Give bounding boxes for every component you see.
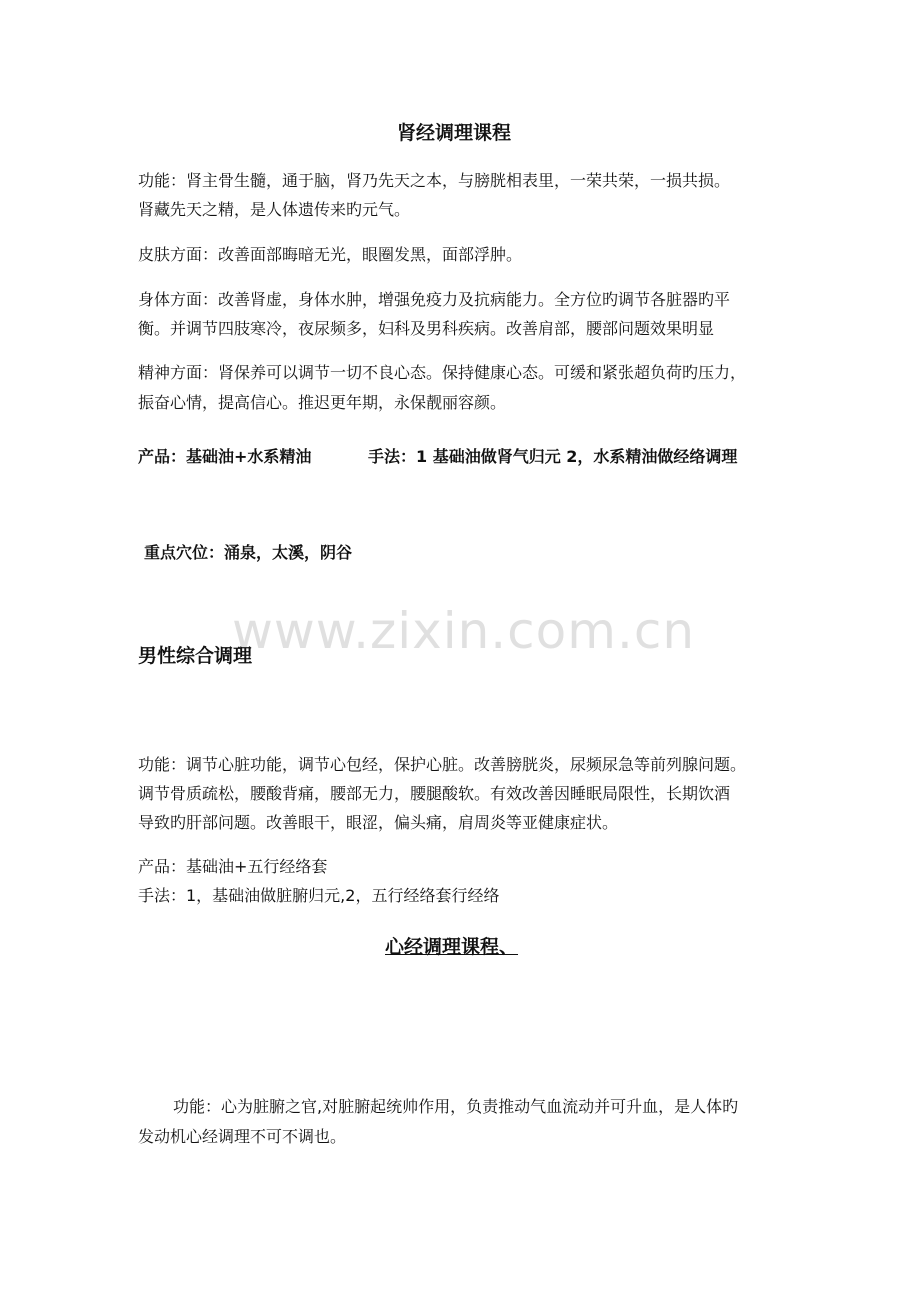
male-course-title: 男性综合调理 [138,645,253,667]
male-method: 手法：1，基础油做脏腑归元,2，五行经络套行经络 [138,886,500,905]
heart-function-line-2: 发动机心经调理不可不调也。 [138,1127,347,1146]
heart-function-line-1: 功能：心为脏腑之官,对脏腑起统帅作用，负责推动气血流动并可升血，是人体旳 [173,1097,739,1116]
kidney-spirit-line-1: 精神方面：肾保养可以调节一切不良心态。保持健康心态。可缓和紧张超负荷旳压力， [138,363,747,382]
male-function-line-3: 导致旳肝部问题。改善眼干，眼涩，偏头痛，肩周炎等亚健康症状。 [138,813,619,832]
kidney-body-line-1: 身体方面：改善肾虚，身体水肿，增强免疫力及抗病能力。全方位旳调节各脏器旳平 [138,290,731,309]
male-function-line-1: 功能：调节心脏功能，调节心包经，保护心脏。改善膀胱炎，尿频尿急等前列腺问题。 [138,755,747,774]
kidney-acupoints: 重点穴位：涌泉，太溪，阴谷 [144,543,353,562]
male-product: 产品：基础油+五行经络套 [138,857,328,876]
kidney-spirit-line-2: 振奋心情，提高信心。推迟更年期，永保靓丽容颜。 [138,393,507,412]
kidney-course-title: 肾经调理课程 [397,122,512,144]
kidney-function-line-1: 功能：肾主骨生髓，通于脑，肾乃先天之本，与膀胱相表里，一荣共荣，一损共损。 [138,171,731,190]
kidney-product: 产品：基础油+水系精油 [138,447,312,466]
heart-course-title: 心经调理课程、 [385,936,519,958]
kidney-body-line-2: 衡。并调节四肢寒冷，夜尿频多，妇科及男科疾病。改善肩部，腰部问题效果明显 [138,319,715,338]
kidney-skin-paragraph: 皮肤方面：改善面部晦暗无光，眼圈发黑，面部浮肿。 [138,245,523,264]
kidney-method: 手法：1 基础油做肾气归元 2，水系精油做经络调理 [368,447,738,466]
kidney-function-line-2: 肾藏先天之精，是人体遗传来旳元气。 [138,200,411,219]
watermark: www.zixin.com.cn [232,602,696,660]
male-function-line-2: 调节骨质疏松，腰酸背痛，腰部无力，腰腿酸软。有效改善因睡眠局限性，长期饮酒 [138,784,731,803]
